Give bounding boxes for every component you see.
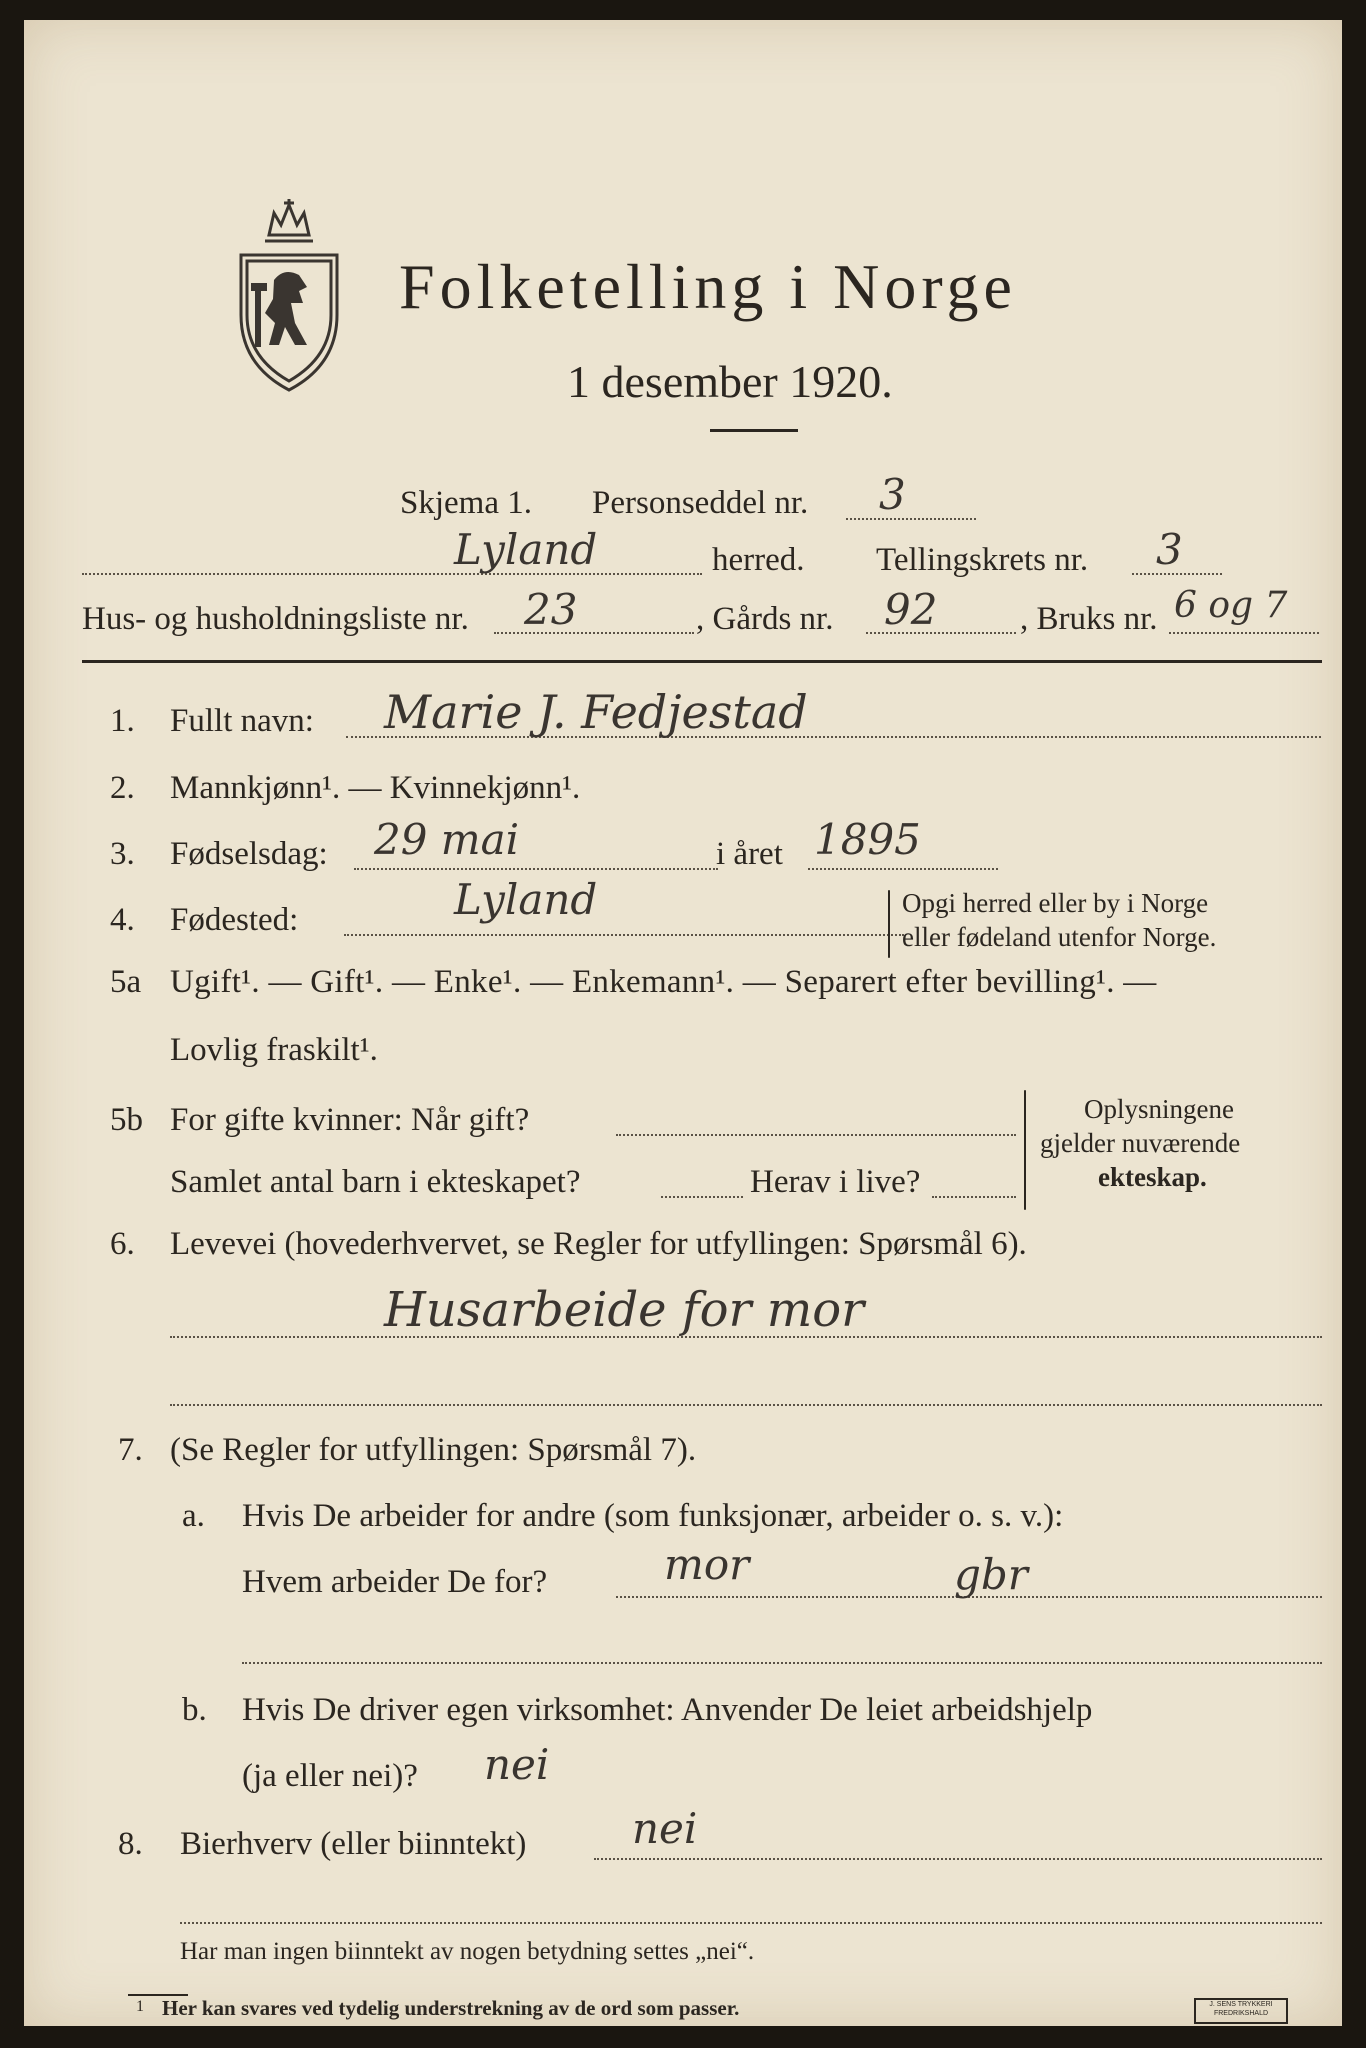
q3-label: Fødselsdag:: [170, 836, 328, 872]
personseddel-field-line: [846, 518, 976, 520]
q5b-number: 5b: [110, 1102, 143, 1138]
q4-note-line2: eller fødeland utenfor Norge.: [902, 922, 1217, 952]
form-date: 1 desember 1920.: [567, 356, 893, 407]
tellingskrets-value: 3: [1156, 525, 1183, 574]
footnote-text: Her kan svares ved tydelig understrekning av de ord som passer.: [162, 1996, 740, 2020]
marital-status-options-cont: Lovlig fraskilt¹.: [170, 1032, 378, 1068]
herred-value: Lyland: [454, 525, 598, 574]
q2-number: 2.: [110, 770, 135, 806]
personseddel-label: Personseddel nr.: [592, 485, 809, 521]
tellingskrets-label: Tellingskrets nr.: [876, 542, 1089, 578]
q5b-note-brace: [1024, 1090, 1026, 1210]
q5a-number: 5a: [110, 964, 142, 1000]
occupation-field-line: [170, 1336, 1322, 1338]
q5b-note-line1: Oplysningene: [1084, 1094, 1234, 1124]
alive-field-line: [932, 1196, 1016, 1198]
q1-number: 1.: [110, 703, 135, 739]
employer-value: mor: [664, 1540, 750, 1589]
q6-label: Levevei (hovederhvervet, se Regler for utfyllingen: Spørsmål 6).: [170, 1226, 1027, 1262]
norway-coat-of-arms-icon: [229, 195, 349, 395]
married-when-field-line: [616, 1134, 1016, 1136]
children-field-line: [661, 1196, 743, 1198]
birth-year-value: 1895: [814, 815, 921, 864]
herred-field-line: [82, 573, 702, 575]
q5b-alive-label: Herav i live?: [750, 1164, 921, 1200]
occupation-field-line-2: [170, 1404, 1322, 1406]
header-divider: [82, 660, 1322, 663]
husliste-label: Hus- og husholdningsliste nr.: [82, 601, 469, 637]
q8-label: Bierhverv (eller biinntekt): [180, 1826, 527, 1862]
footnote-mark: 1: [136, 1998, 144, 2015]
gards-label: , Gårds nr.: [696, 601, 834, 637]
aar-label: i året: [716, 836, 783, 872]
herred-label: herred.: [712, 542, 805, 578]
skjema-label: Skjema 1.: [400, 485, 532, 521]
form-title: Folketelling i Norge: [399, 251, 1017, 322]
full-name-value: Marie J. Fedjestad: [384, 685, 808, 739]
birthplace-value: Lyland: [454, 875, 598, 924]
employer-value-2: gbr: [954, 1550, 1028, 1599]
bruks-field-line: [1169, 632, 1319, 634]
q4-number: 4.: [110, 902, 135, 938]
personseddel-value: 3: [879, 470, 906, 519]
marital-status-options: Ugift¹. — Gift¹. — Enke¹. — Enkemann¹. — Separert efter bevilling¹. —: [170, 964, 1157, 1000]
q7-number: 7.: [118, 1432, 143, 1468]
q5b-line1: For gifte kvinner: Når gift?: [170, 1102, 530, 1138]
side-income-field-line: [594, 1858, 1322, 1860]
gards-value: 92: [884, 585, 938, 634]
occupation-value: Husarbeide for mor: [384, 1282, 865, 1338]
husliste-value: 23: [524, 585, 578, 634]
sex-options: Mannkjønn¹. — Kvinnekjønn¹.: [170, 770, 581, 806]
q7b-letter: b.: [182, 1692, 207, 1728]
employer-field-line-2: [242, 1662, 1322, 1664]
printer-stamp: J. SENS TRYKKERI FREDRIKSHALD: [1194, 1998, 1288, 2024]
q7-label: (Se Regler for utfyllingen: Spørsmål 7).: [170, 1432, 697, 1468]
q7a-line2: Hvem arbeider De for?: [242, 1564, 548, 1600]
census-form: [24, 20, 1342, 2026]
q4-label: Fødested:: [170, 902, 299, 938]
hired-help-value: nei: [484, 1740, 550, 1789]
q7a-line1: Hvis De arbeider for andre (som funksjonær, arbeider o. s. v.):: [242, 1498, 1064, 1534]
q5b-note-line3: ekteskap.: [1098, 1162, 1207, 1192]
aar-field-line: [808, 868, 998, 870]
q4-note-brace: [888, 890, 890, 958]
bruks-label: , Bruks nr.: [1020, 601, 1158, 637]
bruks-value: 6 og 7: [1174, 585, 1288, 626]
q4-field-line: [344, 934, 904, 936]
q6-number: 6.: [110, 1226, 135, 1262]
q5b-children-label: Samlet antal barn i ekteskapet?: [170, 1164, 581, 1200]
q8-number: 8.: [118, 1826, 143, 1862]
q5b-note-line2: gjelder nuværende: [1040, 1128, 1241, 1158]
title-divider: [710, 429, 798, 432]
side-income-value: nei: [632, 1804, 698, 1853]
footer-note: Har man ingen biinntekt av nogen betydning settes „nei“.: [180, 1938, 755, 1965]
q3-number: 3.: [110, 836, 135, 872]
q7b-line2: (ja eller nei)?: [242, 1758, 418, 1794]
q1-label: Fullt navn:: [170, 703, 314, 739]
q4-note-line1: Opgi herred eller by i Norge: [902, 888, 1209, 918]
q7a-letter: a.: [182, 1498, 205, 1534]
side-income-field-line-2: [180, 1922, 1322, 1924]
q7b-line1: Hvis De driver egen virksomhet: Anvender De leiet arbeidshjelp: [242, 1692, 1093, 1728]
q3-field-line: [354, 868, 718, 870]
birthday-value: 29 mai: [374, 815, 520, 864]
